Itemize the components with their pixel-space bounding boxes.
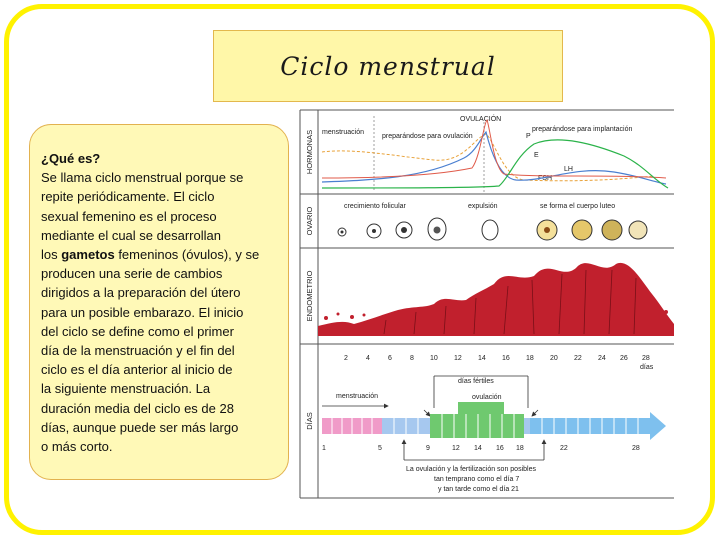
label-p: P — [526, 133, 531, 140]
day-tick: 12 — [452, 445, 460, 452]
endometrium-panel — [318, 263, 674, 371]
corpus-albicans-icon — [629, 221, 647, 239]
text-line: Se llama ciclo menstrual porque se — [41, 170, 244, 186]
endometrio-day: 4 — [366, 355, 370, 362]
label-ovulacion: OVULACIÓN — [460, 116, 502, 123]
label-dias-ovulacion: ovulación — [472, 394, 502, 401]
endometrio-dias-label: días — [640, 364, 654, 371]
row-label-dias: DÍAS — [305, 412, 314, 430]
endometrio-day: 2 — [344, 355, 348, 362]
label-preparandose-implantacion: preparándose para implantación — [532, 126, 633, 133]
endometrio-day: 8 — [410, 355, 414, 362]
text-fragment: los — [41, 247, 62, 263]
ovary-panel — [338, 203, 647, 240]
note-line-3: y tan tarde como el día 21 — [438, 486, 519, 493]
follicles — [338, 218, 647, 240]
label-expulsion: expulsión — [468, 203, 498, 210]
endometrio-day: 10 — [430, 355, 438, 362]
endometrio-day: 26 — [620, 355, 628, 362]
endometrio-day: 20 — [550, 355, 558, 362]
day-tick: 5 — [378, 445, 382, 452]
label-dias-menstruacion: menstruación — [336, 393, 379, 400]
day-tick: 14 — [474, 445, 482, 452]
text-line: ciclo es el día anterior al inicio de — [41, 362, 233, 378]
text-line: o más corto. — [41, 439, 113, 455]
day-tick: 18 — [516, 445, 524, 452]
row-label-endometrio: ENDOMETRIO — [305, 270, 314, 322]
endometrio-day: 14 — [478, 355, 486, 362]
text-line: dirigidos a la preparación del útero — [41, 285, 241, 301]
day-tick: 9 — [426, 445, 430, 452]
corpus-luteum-icon — [572, 220, 592, 240]
text-line: para un posible embarazo. El inicio — [41, 304, 244, 320]
hormone-panel — [322, 114, 668, 192]
label-crecimiento-folicular: crecimiento folicular — [344, 203, 406, 210]
endometrio-day: 16 — [502, 355, 510, 362]
follicle-rupture-icon — [482, 220, 498, 240]
text-heading: ¿Qué es? — [41, 151, 101, 166]
day-tick: 28 — [632, 445, 640, 452]
day-tick: 1 — [322, 445, 326, 452]
text-line: sexual femenino es el proceso — [41, 208, 217, 224]
row-label-ovario: OVARIO — [305, 206, 314, 236]
text-line: mediante el cual se desarrollan — [41, 227, 221, 243]
text-line: días, aunque puede ser más largo — [41, 419, 239, 435]
text-line — [41, 245, 288, 264]
label-dias-fertiles: días fértiles — [458, 378, 494, 385]
text-line: del ciclo se define como el primer — [41, 323, 234, 339]
endometrio-day: 6 — [388, 355, 392, 362]
endometrio-day: 24 — [598, 355, 606, 362]
days-panel — [322, 376, 666, 493]
day-tick: 16 — [496, 445, 504, 452]
fertile-bar — [430, 414, 524, 438]
endometrio-day: 12 — [454, 355, 462, 362]
title-box — [213, 30, 563, 102]
row-labels — [305, 130, 314, 430]
endometrio-day: 22 — [574, 355, 582, 362]
endometrio-day: 28 — [642, 355, 650, 362]
day-tick: 22 — [560, 445, 568, 452]
text-line: día de la menstruación y el fin del — [41, 343, 235, 359]
page-title: Ciclo menstrual — [280, 51, 496, 81]
keyword-gametos: gametos — [61, 247, 115, 263]
note-line-2: tan temprano como el día 7 — [434, 476, 520, 483]
row-label-hormonas: HORMONAS — [305, 129, 314, 175]
label-lh: LH — [564, 166, 573, 173]
text-line: duración media del ciclo es de 28 — [41, 400, 234, 416]
endometrium-layer — [318, 263, 674, 336]
label-menstruacion: menstruación — [322, 129, 365, 136]
text-line: repite periódicamente. El ciclo — [41, 189, 215, 205]
corpus-luteum-icon — [602, 220, 622, 240]
text-line: producen una serie de cambios — [41, 266, 223, 282]
cycle-diagram-svg — [294, 108, 676, 503]
text-line: la siguiente menstruación. La — [41, 381, 211, 397]
endometrio-day: 18 — [526, 355, 534, 362]
label-cuerpo-luteo: se forma el cuerpo luteo — [540, 203, 616, 210]
label-fsh: FSH — [538, 175, 552, 182]
text-panel — [29, 124, 289, 480]
label-preparandose-ovulacion: preparándose para ovulación — [382, 133, 473, 140]
label-e: E — [534, 152, 539, 159]
cycle-diagram — [294, 108, 676, 503]
note-line-1: La ovulación y la fertilización son posibles — [406, 466, 536, 473]
cycle-arrow — [530, 412, 666, 440]
text-fragment: femeninos (óvulos), y se — [114, 247, 260, 263]
